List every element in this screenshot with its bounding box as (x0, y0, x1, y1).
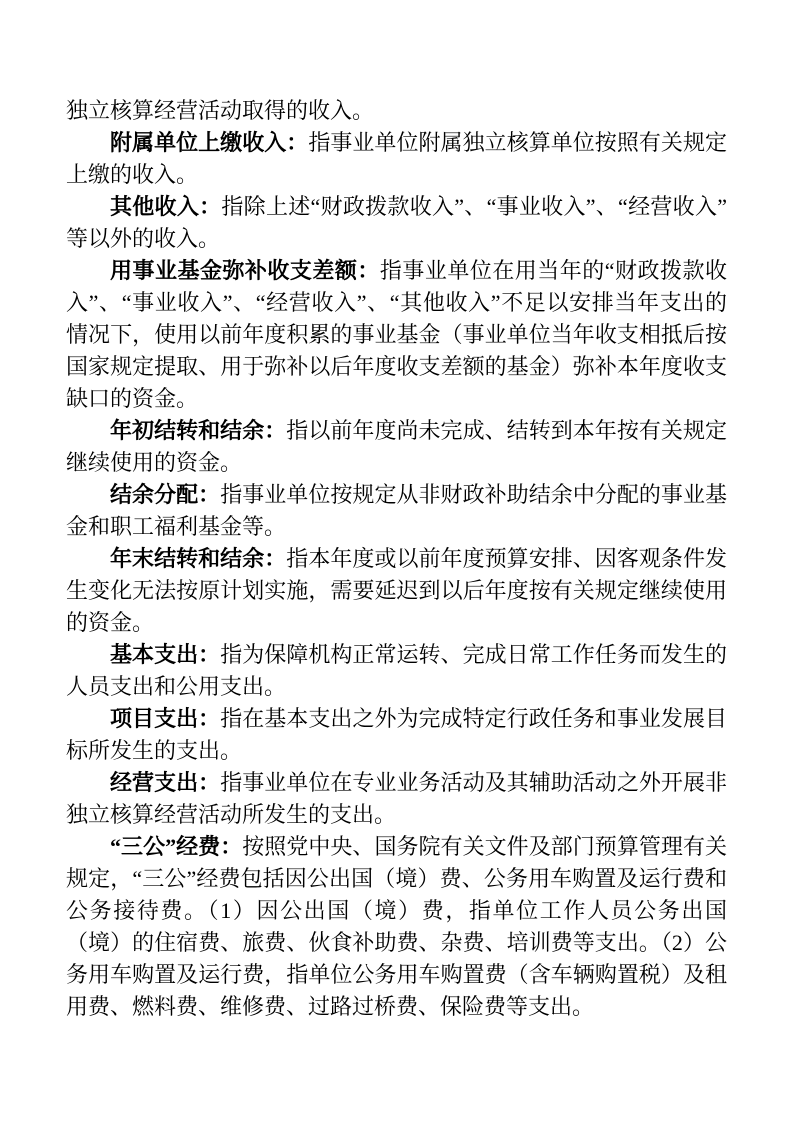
paragraph (66, 703, 727, 767)
term-label: 项目支出： (110, 706, 221, 731)
paragraph-text: 指事业单位附属独立核算单位按照有关规定上缴的收入。 (66, 130, 727, 187)
paragraph-text: 独立核算经营活动取得的收入。 (66, 98, 375, 123)
paragraph (66, 127, 727, 191)
paragraph (66, 639, 727, 703)
term-label: 附属单位上缴收入： (110, 130, 309, 155)
paragraph (66, 415, 727, 479)
page-content (66, 95, 727, 1023)
paragraph-text: 指事业单位按规定从非财政补助结余中分配的事业基金和职工福利基金等。 (66, 482, 727, 539)
paragraph-text: 按照党中央、国务院有关文件及部门预算管理有关规定，“三公”经费包括因公出国（境）费、公务用车购置及运行费和公务接待费。（1）因公出国（境）费，指单位工作人员公务出国（境）的住宿费、旅费、伙食补助费、杂费、培训费等支出。（2）公务用车购置及运行费，指单位公务用车购置费（含车辆购置税）及租用费、燃料费、维修费、过路过桥费、保险费等支出。 (66, 834, 727, 1019)
paragraph (66, 543, 727, 639)
term-label: 用事业基金弥补收支差额： (110, 258, 380, 283)
term-label: “三公”经费： (110, 834, 243, 859)
paragraph-text: 指为保障机构正常运转、完成日常工作任务而发生的人员支出和公用支出。 (66, 642, 727, 699)
paragraph (66, 831, 727, 1023)
paragraph (66, 95, 727, 127)
term-label: 经营支出： (110, 770, 221, 795)
paragraph (66, 255, 727, 415)
paragraph-text: 指本年度或以前年度预算安排、因客观条件发生变化无法按原计划实施，需要延迟到以后年度按有关规定继续使用的资金。 (66, 546, 727, 635)
paragraph-text: 指事业单位在专业业务活动及其辅助活动之外开展非独立核算经营活动所发生的支出。 (66, 770, 727, 827)
term-label: 其他收入： (110, 194, 222, 219)
paragraph (66, 767, 727, 831)
paragraph (66, 191, 727, 255)
term-label: 基本支出： (110, 642, 221, 667)
paragraph (66, 479, 727, 543)
paragraph-text: 指以前年度尚未完成、结转到本年按有关规定继续使用的资金。 (66, 418, 727, 475)
term-label: 结余分配： (110, 482, 221, 507)
paragraph-text: 指在基本支出之外为完成特定行政任务和事业发展目标所发生的支出。 (66, 706, 727, 763)
paragraph-text: 指事业单位在用当年的“财政拨款收入”、“事业收入”、“经营收入”、“其他收入”不足以安排当年支出的情况下，使用以前年度积累的事业基金（事业单位当年收支相抵后按国家规定提取、用于弥补以后年度收支差额的基金）弥补本年度收支缺口的资金。 (66, 258, 727, 411)
term-label: 年末结转和结余： (110, 546, 287, 571)
term-label: 年初结转和结余： (110, 418, 287, 443)
paragraph-text: 指除上述“财政拨款收入”、“事业收入”、“经营收入”等以外的收入。 (66, 194, 727, 251)
